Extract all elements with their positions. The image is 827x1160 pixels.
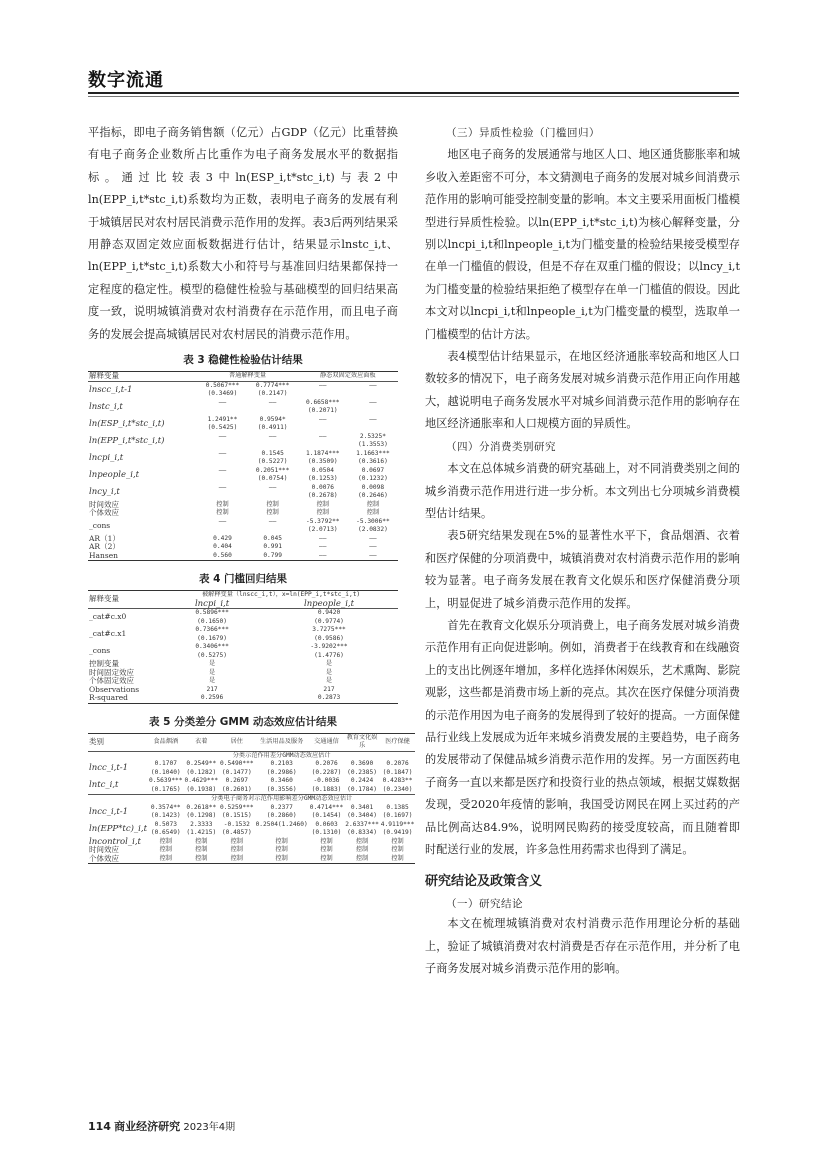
table-row [88, 518, 398, 527]
subsection-heading-5: （一）研究结论 [446, 898, 523, 911]
cell-value: —— [319, 543, 327, 551]
row-label: lncc_i,t-1 [89, 806, 129, 817]
cell-value: 0.4714*** [309, 803, 344, 811]
cell-value: 2.5325* [359, 432, 386, 440]
table-row [88, 501, 398, 510]
cell-value: 控制 [195, 837, 208, 845]
table-row [88, 855, 415, 864]
cell-value: -3.9202*** [310, 643, 348, 651]
cell-se: (0.9774) [314, 617, 344, 625]
cell-value: 控制 [148, 855, 184, 864]
cell-value: —— [268, 483, 277, 491]
cell-value: 控制 [316, 509, 329, 517]
cell-value: 控制 [366, 500, 380, 508]
cell-se [348, 390, 398, 399]
cell-value: 0.2424 [350, 777, 374, 785]
row-label: lnscc_i,t-1 [89, 384, 133, 395]
cell-se: (0.6549) [150, 829, 181, 837]
row-label: 控制变量 [89, 659, 119, 669]
cell-value: 0.2377 [270, 803, 293, 811]
cell-se: (0.1784) [347, 785, 377, 793]
cell-se: (0.2601) [221, 785, 252, 793]
cell-se: (0.1883) [311, 785, 342, 793]
right-paragraph-1: 地区电子商务的发展通常与地区人口、地区通货膨胀率和城乡收入差距密不可分，本文猜测电子商务的发展对城乡间消费示范作用的影响可能受控制变量的影响。本文主要采用面板门槛模型进行异质性检验。以ln(EPP_i,t*stc_i,t)为核心解释变量，分别以lncpi_i,t和lnpeople_i,t为门槛变量的检验结果接受模型存在单一门槛值的假设，但是不存在双重门槛的假设；以lncy_i,t为门槛变量的检验结果拒绝了模型存在单一门槛值的假设。因此本文对以lncpi_i,t和lnpeople_i,t为门槛变量的模型，选取单一门槛模型的估计方法。 [425, 148, 740, 341]
cell-value: —— [268, 398, 277, 406]
cell-se: (0.9419) [382, 829, 413, 837]
row-label: 时间效应 [89, 499, 119, 509]
cell-se: (0.2287) [311, 768, 342, 776]
cell-value: —— [268, 432, 277, 440]
cell-value: 控制 [316, 500, 329, 508]
cell-se: (1.3553) [358, 441, 388, 449]
cell-value: 0.0697 [361, 466, 385, 474]
cell-value: 0.2873 [260, 694, 398, 703]
right-column [425, 122, 740, 981]
cell-se: (0.2340) [382, 785, 413, 793]
row-label: 时间效应 [89, 845, 119, 855]
cell-value: 217 [206, 685, 218, 693]
table-row [88, 838, 415, 847]
cell-value: —— [369, 381, 377, 389]
row-label: ln(EPP*tc)_i,t [89, 823, 147, 834]
left-paragraph: 平指标，即电子商务销售额（亿元）占GDP（亿元）比重替换有电子商务企业数所占比重作为电子商务发展水平的数据指标。通过比较表3中ln(ESP_i,t*stc_i,t)与表2中ln(EPP_i,t*stc_i,t)系数均为正数，表明电子商务的发展有利于城镇居民对农村居民消费示范作用的发挥。表3后两列结果采用静态双固定效应面板数据进行估计，结果显示lnstc_i,t、ln(EPP_i,t*stc_i,t)系数大小和符号与基准回归结果都保持一定程度的稳定性。模型的稳健性检验与基础模型的回归结果高度一致，说明城镇消费对农村消费存在示范作用，而且电子商务的发展会提高城镇居民对农村居民的消费示范作用。 [88, 126, 398, 341]
cell-se: (0.2071) [307, 407, 338, 415]
row-label: lnstc_i,t [89, 401, 123, 412]
cell-value: 4.9119*** [380, 820, 415, 828]
table-row [88, 643, 398, 652]
row-label: lncy_i,t [89, 486, 120, 497]
cell-value: —— [319, 415, 327, 423]
cell-value: —— [218, 483, 227, 491]
table4 [88, 590, 398, 704]
cell-value: 控制 [255, 855, 309, 864]
table-row [88, 660, 398, 669]
cell-se [248, 526, 298, 535]
table-row [88, 450, 398, 459]
cell-value: 控制 [391, 837, 404, 845]
row-label: lncpi_i,t [89, 452, 124, 463]
cell-se: (0.1298) [186, 812, 217, 820]
cell-value: 3.7275*** [312, 626, 346, 634]
row-label: _cat#c.x1 [89, 629, 127, 639]
cell-value: 0.3574** [150, 803, 181, 811]
cell-se [255, 829, 309, 838]
cell-value: 控制 [355, 837, 369, 845]
cell-se: (0.1454) [311, 812, 342, 820]
cell-se: (0.5227) [257, 458, 288, 466]
cell-value: 0.9594* [259, 415, 286, 423]
cell-value: 控制 [159, 846, 172, 854]
row-label: _cons [89, 646, 111, 656]
cell-se: (0.2860) [266, 812, 297, 820]
cell-value: 是 [208, 668, 216, 676]
cell-se: (0.1679) [197, 634, 227, 642]
cell-value: —— [218, 432, 227, 440]
cell-value: 2.6337*** [345, 820, 379, 828]
cell-se: (0.1310) [311, 829, 342, 837]
cell-value: 0.799 [248, 552, 298, 561]
row-label: 个体效应 [88, 855, 148, 864]
cell-value: 控制 [195, 846, 208, 854]
header-cell: 普通解释变量 [197, 372, 297, 382]
cell-se: (0.5275) [197, 651, 227, 659]
left-column [88, 122, 415, 864]
cell-value: 0.1707 [154, 760, 177, 768]
cell-value: —— [218, 449, 227, 457]
cell-se: (0.4857) [221, 829, 252, 837]
page-footer [88, 1118, 235, 1134]
cell-value: 是 [325, 668, 333, 676]
cell-value: 控制 [266, 509, 279, 517]
cell-value: 0.7774*** [255, 381, 290, 389]
cell-se: (0.1040) [150, 768, 181, 776]
cell-value: 控制 [159, 837, 172, 845]
cell-value: 0.2051*** [255, 466, 290, 474]
cell-value: 0.5067*** [205, 381, 240, 389]
cell-value: 0.2504(1.2460) [255, 820, 308, 828]
row-label: AR（2） [89, 542, 120, 552]
cell-value: —— [369, 415, 377, 423]
cell-se: (0.2147) [257, 390, 288, 398]
table-row [88, 846, 415, 855]
header-subcell: lnpeople_i,t [303, 598, 355, 609]
table-row [88, 509, 398, 518]
row-label: lnpeople_i,t [89, 469, 140, 480]
cell-value: 2.3333 [190, 820, 213, 828]
cell-value: 0.6658*** [306, 398, 340, 406]
cell-value: 0.2076 [386, 760, 409, 768]
table-row [88, 399, 398, 408]
right-paragraph-6: 本文在梳理城镇消费对农村消费示范作用理论分析的基础上，验证了城镇消费对农村消费是否存在示范作用，并分析了电子商务发展对城乡消费示范作用的影响。 [425, 917, 740, 976]
row-label: lncc_i,t-1 [89, 763, 129, 774]
cell-value: 控制 [344, 855, 380, 864]
cell-value: —— [319, 381, 327, 389]
cell-value: 0.1385 [386, 803, 409, 811]
row-label: ln(EPP_i,t*stc_i,t) [89, 435, 165, 446]
cell-value: 1.1874*** [306, 449, 340, 457]
cell-se: (0.8334) [347, 829, 377, 837]
header-cell: 居住 [219, 733, 255, 751]
cell-se [197, 458, 247, 467]
table-row [88, 821, 415, 830]
header-cell: 被解释变量（lnscc_i,t），x=ln(EPP_i,t*stc_i,t) [164, 591, 398, 600]
cell-value: 控制 [184, 855, 220, 864]
cell-se: (0.1232) [358, 475, 388, 483]
cell-value: 0.5490*** [220, 760, 254, 768]
cell-value: 控制 [230, 846, 243, 854]
header-cell: 食品烟酒 [148, 733, 184, 751]
right-paragraph-4: 表5研究结果发现在5%的显著性水平下，食品烟酒、衣着和医疗保健的分项消费中，城镇消费对农村消费示范作用的影响较为显著。电子商务发展在教育文化娱乐和医疗保健消费分项上，明显促进了城乡消费示范作用的发挥。 [425, 529, 740, 610]
cell-value: 0.2076 [315, 760, 338, 768]
table-row [88, 382, 398, 391]
cell-value: 控制 [275, 846, 288, 854]
right-paragraph-2: 表4模型估计结果显示，在地区经济通胀率较高和地区人口数较多的情况下，电子商务发展对城乡消费示范作用正向作用越大，越说明电子商务发展水平对城乡间消费示范作用的影响存在地区经济通胀率和人口规模方面的异质性。 [425, 350, 740, 431]
cell-value: 控制 [320, 846, 333, 854]
cell-value: —— [369, 534, 377, 542]
cell-se [197, 441, 247, 450]
cell-value: 是 [325, 660, 333, 668]
table-row [88, 626, 398, 635]
cell-se: (0.2385) [347, 768, 377, 776]
cell-value: 控制 [366, 509, 380, 517]
table3 [88, 371, 398, 561]
right-paragraph-5: 首先在教育文化娱乐分项消费上，电子商务发展对城乡消费示范作用有正向促进影响。例如，消费者于在线教育和在线融资上的支出比例逐年增加，多样化选择休闲娱乐，艺术熏陶、影院观影，这些都是消费市场上新的亮点。其次在医疗保健分项消费的示范作用因为电子商务的发展得到了较好的提高。一方面保健品行业线上发展成为近年来城乡消费发展的主要趋势，电子商务的发展带动了保健品城乡消费示范作用的发挥。另一方面医药电子商务一直以来都是医疗和投资行业的热点领域，根据艾媒数据发现，受2020年疫情的影响，我国受访网民在网上买过药的产品比例高达84.9%，说明网民购药的接受度较高，而且随着即时配送行业的发展，许多急性用药需求也得到了满足。 [425, 618, 740, 856]
table-row [88, 552, 398, 561]
cell-se [197, 407, 247, 416]
cell-value: 217 [323, 685, 335, 693]
right-paragraph-3: 本文在总体城乡消费的研究基础上，对不同消费类别之间的城乡消费示范作用进行进一步分析。本文列出七分项城乡消费模型估计结果。 [425, 462, 740, 520]
row-label: ln(ESP_i,t*stc_i,t) [89, 418, 165, 429]
cell-se [197, 526, 247, 535]
cell-value: 1.2491** [207, 415, 238, 423]
cell-value: 控制 [320, 837, 333, 845]
cell-se [298, 390, 348, 399]
cell-value: 0.5259*** [220, 803, 254, 811]
cell-se: (0.9586) [314, 634, 344, 642]
cell-value: 控制 [391, 846, 404, 854]
cell-se: (0.3616) [358, 458, 388, 466]
row-label: 个体固定效应 [89, 676, 134, 686]
cell-se [348, 407, 398, 416]
group-header: 分类电子商务对示范作用影响差分GMM动态效应估计 [148, 795, 415, 804]
journal-section-title: 数字流通 [88, 70, 164, 91]
cell-value: 0.991 [263, 543, 282, 551]
row-label: Hansen [88, 552, 197, 561]
row-label: Observations [89, 684, 140, 694]
cell-value: 控制 [266, 500, 279, 508]
table-row [88, 543, 398, 552]
cell-value: 0.429 [213, 534, 232, 542]
cell-value: 0.3401 [350, 803, 374, 811]
header-cell: 类别 [88, 733, 148, 751]
cell-se: (2.0713) [307, 526, 338, 534]
row-label: _cat#c.x0 [89, 612, 127, 622]
cell-value: —— [218, 517, 227, 525]
table5 [88, 733, 415, 865]
cell-se [197, 492, 247, 501]
cell-value: 控制 [380, 855, 416, 864]
cell-se: (0.1697) [382, 812, 413, 820]
table4-title: 表 4 门槛回归结果 [198, 573, 288, 586]
table-row [88, 686, 398, 695]
cell-se: (0.3404) [347, 812, 377, 820]
cell-value: 0.2697 [225, 777, 248, 785]
cell-se [248, 441, 298, 450]
cell-value: —— [218, 398, 227, 406]
issue-label: 2023年4期 [183, 1122, 236, 1133]
cell-value: 是 [325, 677, 333, 685]
header-subcell: lncpi_i,t [194, 598, 230, 609]
table-row [88, 416, 398, 425]
table-row [88, 484, 398, 493]
cell-value: 0.4629*** [184, 777, 219, 785]
subsection-heading-3: （三）异质性检验（门槛回归） [446, 127, 600, 139]
journal-name: 商业经济研究 [114, 1120, 181, 1133]
header-cell: 静态双固定效应面板 [298, 372, 398, 382]
cell-se: (0.2646) [358, 492, 388, 500]
cell-value: 0.5639*** [148, 777, 183, 785]
cell-se: (0.3469) [207, 390, 238, 398]
cell-value: -5.3792** [306, 517, 340, 525]
cell-se: (0.1765) [150, 785, 181, 793]
header-cell: 衣着 [184, 733, 220, 751]
cell-se [248, 407, 298, 416]
cell-value: 0.3690 [350, 760, 374, 768]
cell-se: (0.3509) [307, 458, 338, 466]
header-cell: 解释变量 [88, 591, 164, 609]
row-label: 个体效应 [89, 508, 119, 518]
group-header: 分类示范作用差分GMM动态效应估计 [148, 751, 415, 760]
cell-value: 0.5073 [154, 820, 177, 828]
cell-value: 0.0603 [315, 820, 338, 828]
cell-value: 是 [208, 660, 216, 668]
cell-se [248, 492, 298, 501]
table-row [88, 669, 398, 678]
cell-se: (0.4911) [257, 424, 288, 432]
table-row [88, 694, 398, 703]
row-label: _cons [89, 520, 111, 530]
table5-title: 表 5 分类差分 GMM 动态效应估计结果 [149, 715, 337, 728]
cell-value: 控制 [355, 846, 369, 854]
page-number: 114 [88, 1120, 111, 1133]
cell-value: -0.1532 [223, 820, 250, 828]
table-row [88, 609, 398, 618]
cell-value: 0.4283** [382, 777, 413, 785]
cell-se: (0.2678) [307, 492, 338, 500]
cell-se: (0.1515) [221, 812, 252, 820]
header-cell: 医疗保健 [380, 733, 416, 751]
cell-value: 0.0098 [361, 483, 385, 491]
cell-value: 0.1545 [261, 449, 284, 457]
subsection-heading-4: （四）分消费类别研究 [446, 440, 556, 453]
cell-se: (0.1282) [186, 768, 217, 776]
row-label: lncontrol_i,t [89, 836, 141, 847]
cell-value: —— [348, 552, 398, 561]
cell-value: -5.3006** [356, 517, 390, 525]
cell-value: 0.9420 [317, 609, 341, 617]
cell-se: (0.3556) [266, 785, 297, 793]
cell-value: 0.2103 [270, 760, 293, 768]
cell-se: (0.0754) [257, 475, 288, 483]
cell-value: 0.560 [197, 552, 247, 561]
cell-value: 0.0076 [311, 483, 334, 491]
table-row [88, 467, 398, 476]
cell-se: (0.1938) [186, 785, 217, 793]
cell-se: (1.4776) [314, 651, 344, 659]
cell-se: (0.1253) [307, 475, 338, 483]
cell-se: (0.1650) [197, 617, 227, 625]
cell-value: 0.5896*** [195, 609, 229, 617]
header-cell: 生活用品及服务 [255, 733, 309, 751]
cell-value: —— [369, 398, 377, 406]
table-row [88, 535, 398, 544]
cell-se [298, 424, 348, 433]
cell-value: 0.404 [213, 543, 232, 551]
row-label: R-squared [88, 694, 164, 703]
header-cell: 交通通信 [309, 733, 345, 751]
cell-se [348, 424, 398, 433]
cell-value: 控制 [230, 837, 243, 845]
cell-value: 控制 [216, 500, 229, 508]
cell-value: 是 [208, 677, 216, 685]
cell-se: (1.4215) [186, 829, 217, 837]
cell-value: 控制 [219, 855, 255, 864]
cell-value: 0.2618** [186, 803, 217, 811]
row-label: lntc_i,t [89, 780, 119, 791]
table-row [88, 777, 415, 786]
cell-value: —— [298, 552, 348, 561]
cell-value: -0.0036 [313, 777, 340, 785]
cell-se: (0.1477) [221, 768, 252, 776]
header-rule [88, 92, 739, 94]
header-cell: 教育文化娱乐 [344, 733, 380, 751]
cell-value: 控制 [275, 837, 288, 845]
cell-value: 0.3460 [270, 777, 293, 785]
cell-value: —— [319, 534, 327, 542]
cell-value: 控制 [216, 509, 229, 517]
cell-value: 0.2596 [164, 694, 260, 703]
cell-value: 0.3406*** [195, 643, 229, 651]
cell-value: 0.045 [263, 534, 282, 542]
cell-se: (2.0832) [358, 526, 388, 534]
section-heading: 研究结论及政策含义 [425, 874, 543, 890]
cell-value: 1.1663*** [356, 449, 390, 457]
row-label: AR（1） [89, 533, 120, 543]
header-cell: 解释变量 [88, 372, 197, 382]
cell-value: 0.0504 [311, 466, 334, 474]
cell-value: 0.2549** [186, 760, 217, 768]
cell-value: —— [319, 432, 327, 440]
cell-value: —— [369, 543, 377, 551]
cell-value: 0.7366*** [195, 626, 229, 634]
cell-value: —— [218, 466, 227, 474]
table-row [88, 760, 415, 769]
cell-se [197, 475, 247, 484]
table-row [88, 433, 398, 442]
cell-se: (0.1423) [150, 812, 181, 820]
row-label: 时间固定效应 [89, 667, 134, 677]
table3-title: 表 3 稳健性检验估计结果 [183, 354, 303, 367]
table-row [88, 804, 415, 813]
cell-se: (0.2986) [266, 768, 297, 776]
cell-value: 控制 [309, 855, 345, 864]
cell-value: —— [268, 517, 277, 525]
cell-se: (0.1847) [382, 768, 413, 776]
cell-se [298, 441, 348, 450]
header-rule-thin [88, 96, 739, 97]
cell-se: (0.5425) [207, 424, 238, 432]
